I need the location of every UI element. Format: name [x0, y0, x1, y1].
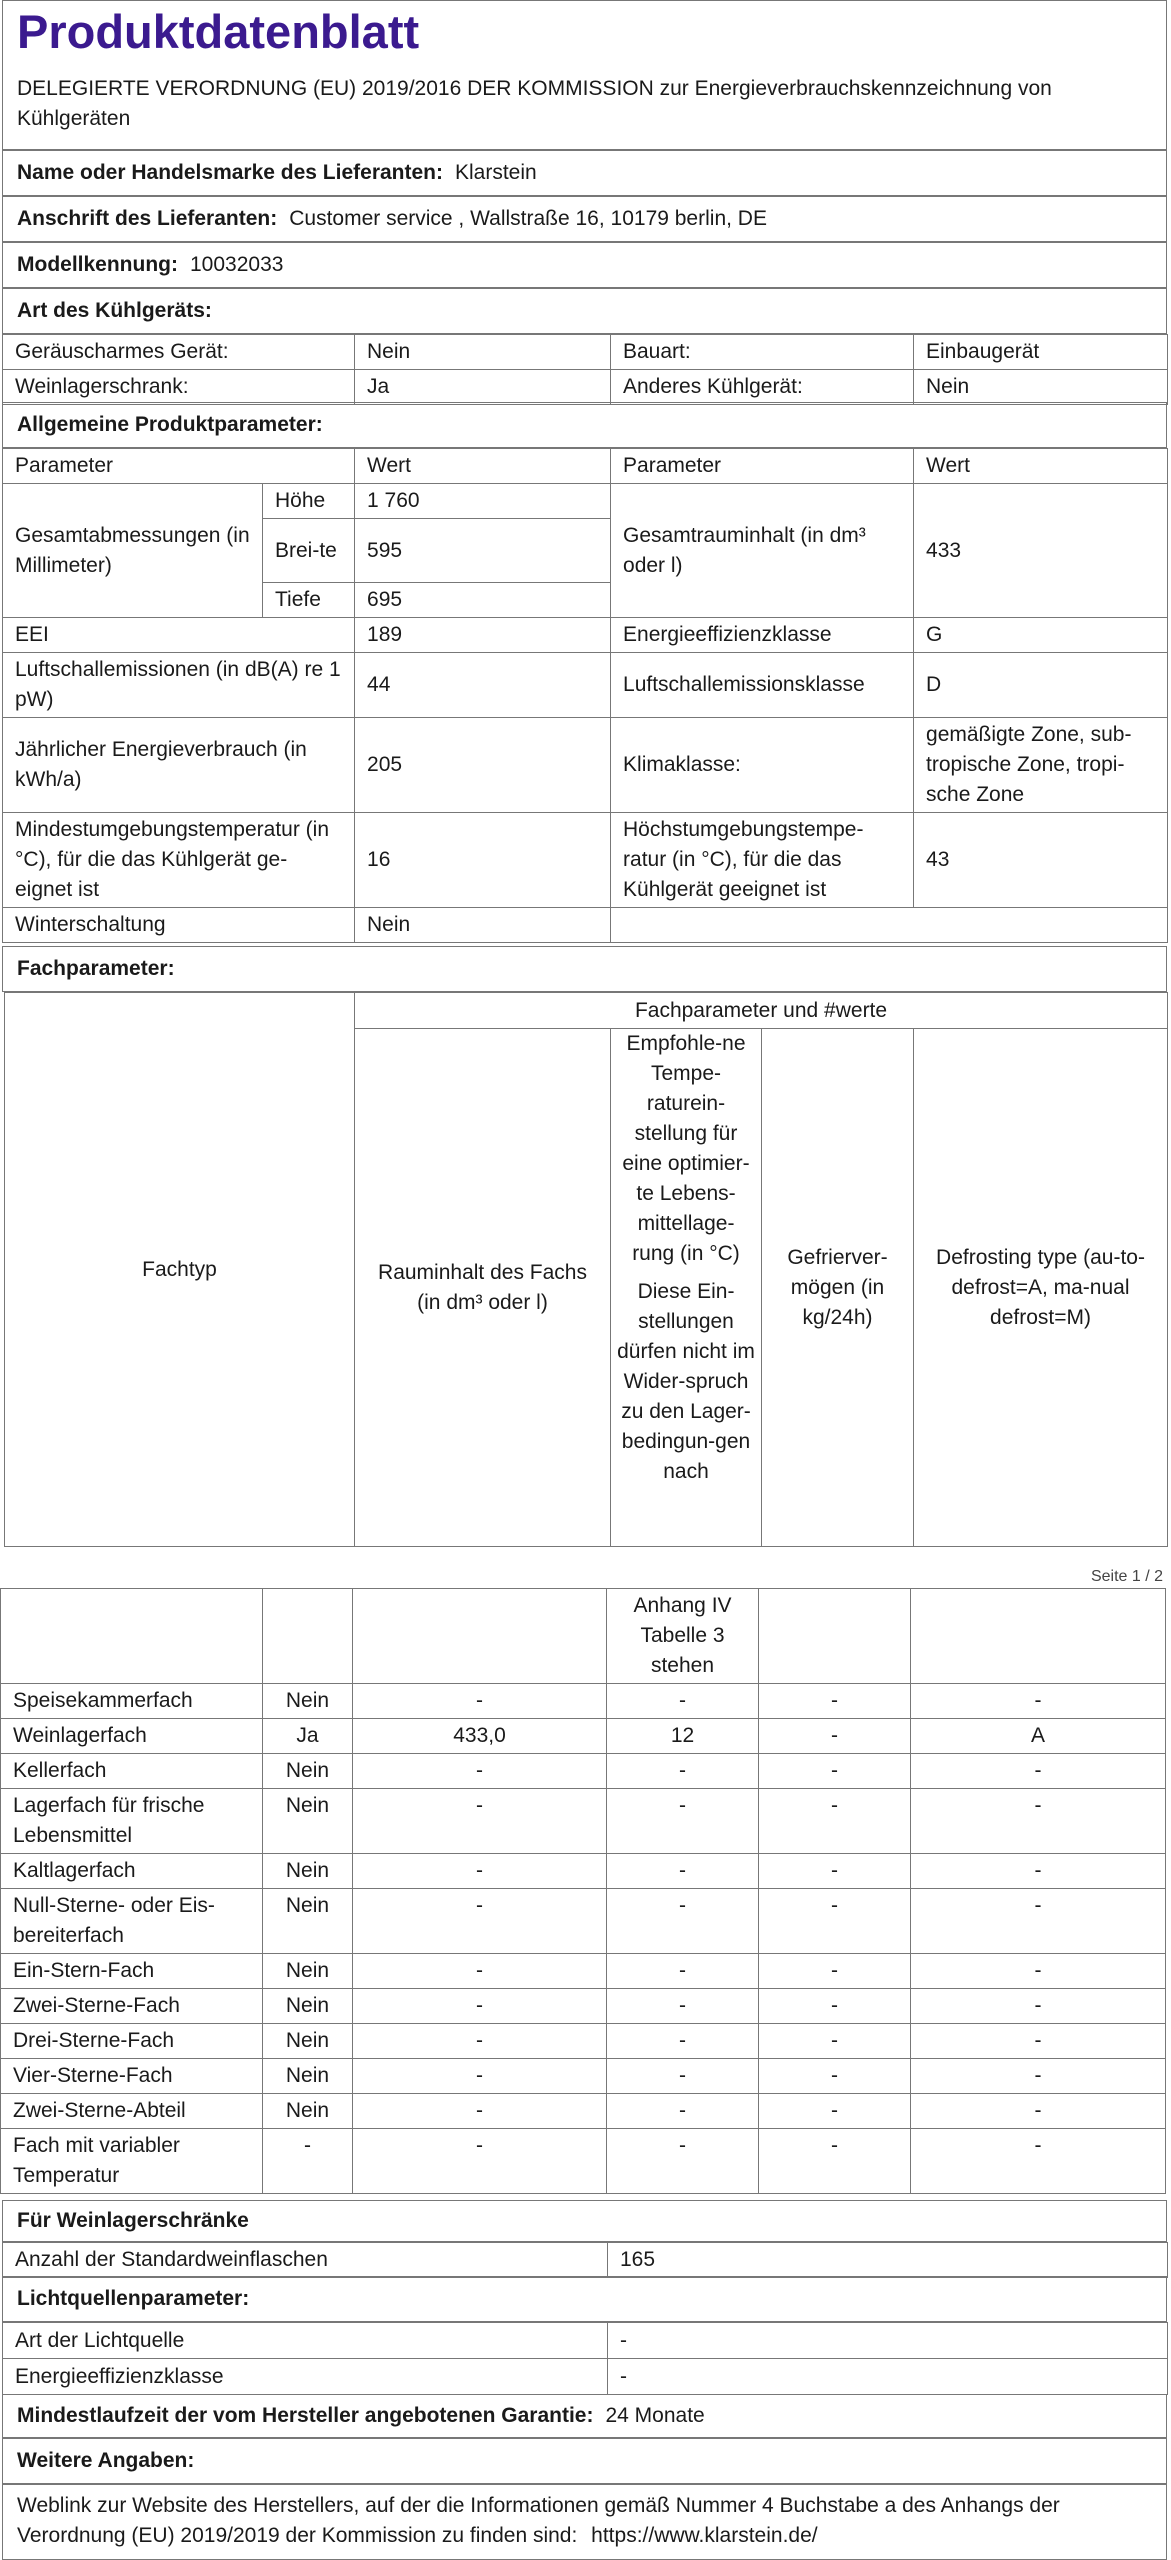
- dimensions-label: Gesamtabmessungen (in Millimeter): [3, 484, 263, 618]
- address-label: Anschrift des Lieferanten:: [17, 207, 278, 230]
- compartment-group-header: Fachparameter und #werte: [355, 993, 1168, 1029]
- table-row: Art der Lichtquelle -: [3, 2323, 1168, 2359]
- table-row: Brei-te 595: [3, 519, 1168, 583]
- table-row: Luftschallemissionen (in dB(A) re 1 pW) 44 Luftschallemissionsklasse D: [3, 653, 1168, 718]
- appliance-type-table: [2, 334, 1168, 405]
- manufacturer-weblink[interactable]: https://www.klarstein.de/: [591, 2524, 818, 2547]
- table-header-row: [5, 993, 1168, 1029]
- table-row: Kaltlagerfach Nein - - - -: [1, 1854, 1166, 1889]
- regulation-subtitle: DELEGIERTE VERORDNUNG (EU) 2019/2016 DER KOMMISSION zur Energieverbrauchskennzeichnung von Kühlgeräten: [17, 77, 1052, 130]
- model-row: [2, 242, 1167, 288]
- table-row: Vier-Sterne-Fach Nein - - - -: [1, 2059, 1166, 2094]
- table-row: Speisekammerfach Nein - - - -: [1, 1684, 1166, 1719]
- wine-table: [2, 2242, 1168, 2278]
- volume-label: Gesamtrauminhalt (in dm³ oder l): [611, 484, 914, 618]
- warranty-row: [2, 2394, 1167, 2438]
- table-row: Geräuscharmes Gerät: Nein Bauart: Einbaugerät: [3, 335, 1168, 370]
- table-row: Anzahl der Standardweinflaschen 165: [3, 2243, 1168, 2278]
- light-heading: Lichtquellenparameter:: [2, 2276, 1167, 2322]
- supplier-row: [2, 150, 1167, 196]
- table-header-row: Rauminhalt des Fachs (in dm³ oder l) Empfohle-ne Tempe-raturein-stellung für eine optimier-te Lebens-mittellage-rung (in °C) Diese Ein-stellungen dürfen nicht im Wider-spruch zu den Lager-bedingun-gen nach Gefrierver-mögen (in kg/24h) Defrosting type (au-to-defrost=A, ma-nual defrost=M): [5, 1029, 1168, 1547]
- further-info-heading: Weitere Angaben:: [2, 2438, 1167, 2484]
- table-row: Jährlicher Energieverbrauch (in kWh/a) 205 Klimaklasse: gemäßigte Zone, sub-tropische Zone, tropi-sche Zone: [3, 718, 1168, 813]
- table-row: Tiefe 695: [3, 583, 1168, 618]
- page-2: [0, 1588, 1171, 2560]
- compartment-params-heading: Fachparameter:: [2, 946, 1167, 992]
- table-row: Gesamtabmessungen (in Millimeter) Höhe 1 760 Gesamtrauminhalt (in dm³ oder l) 433: [3, 484, 1168, 519]
- address-row: [2, 196, 1167, 242]
- compartment-type-header: Fachtyp: [5, 993, 355, 1547]
- table-row: EEI 189 Energieeffizienzklasse G: [3, 618, 1168, 653]
- wine-heading: Für Weinlagerschränke: [2, 2200, 1167, 2242]
- page-break: [0, 1552, 1171, 1588]
- table-row: Energieeffizienzklasse -: [3, 2359, 1168, 2395]
- table-row: Zwei-Sterne-Fach Nein - - - -: [1, 1989, 1166, 2024]
- table-row: Null-Sterne- oder Eis-bereiterfach Nein - - - -: [1, 1889, 1166, 1954]
- table-row: Weinlagerfach Ja 433,0 12 - A: [1, 1719, 1166, 1754]
- light-table: [2, 2322, 1168, 2395]
- table-row: Drei-Sterne-Fach Nein - - - -: [1, 2024, 1166, 2059]
- table-row: Weinlagerschrank: Ja Anderes Kühlgerät: Nein: [3, 370, 1168, 405]
- table-row: Winterschaltung Nein: [3, 908, 1168, 943]
- model-label: Modellkennung:: [17, 253, 178, 276]
- table-row: Lagerfach für frische Lebensmittel Nein - - - -: [1, 1789, 1166, 1854]
- address-value: Customer service , Wallstraße 16, 10179 berlin, DE: [289, 207, 767, 230]
- table-header-row: Parameter Wert Parameter Wert: [3, 449, 1168, 484]
- appliance-type-heading: Art des Kühlgeräts:: [2, 288, 1167, 334]
- general-params-heading: Allgemeine Produktparameter:: [2, 402, 1167, 448]
- table-row: Mindestumgebungstemperatur (in °C), für die das Kühlgerät ge-eignet ist 16 Höchstumgebungstempe-ratur (in °C), für die das Kühlgerät geeignet ist 43: [3, 813, 1168, 908]
- compartment-header-table: [4, 992, 1168, 1547]
- supplier-label: Name oder Handelsmarke des Lieferanten:: [17, 161, 443, 184]
- compartment-table: [0, 1588, 1166, 2194]
- table-row: Kellerfach Nein - - - -: [1, 1754, 1166, 1789]
- general-params-table: [2, 448, 1168, 943]
- table-row: Fach mit variabler Temperatur - - - - -: [1, 2129, 1166, 2194]
- table-header-row: Anhang IV Tabelle 3 stehen: [1, 1589, 1166, 1684]
- table-row: Ein-Stern-Fach Nein - - - -: [1, 1954, 1166, 1989]
- table-row: Zwei-Sterne-Abteil Nein - - - -: [1, 2094, 1166, 2129]
- page-title: Produktdatenblatt: [17, 5, 420, 58]
- page-number: Seite 1 / 2: [1090, 1568, 1163, 1585]
- supplier-value: Klarstein: [455, 161, 537, 184]
- volume-value: 433: [914, 484, 1168, 618]
- warranty-value: 24 Monate: [605, 2404, 705, 2427]
- further-info-text: Weblink zur Website des Herstellers, auf der die Informationen gemäß Nummer 4 Buchstabe a des Anhangs der Verordnung (EU) 2019/2019 der Kommission zu finden sind: https://www.klarstein.de/: [2, 2484, 1167, 2560]
- warranty-label: Mindestlaufzeit der vom Hersteller angebotenen Garantie:: [17, 2404, 594, 2427]
- header-frame: [2, 0, 1167, 150]
- model-value: 10032033: [190, 253, 284, 276]
